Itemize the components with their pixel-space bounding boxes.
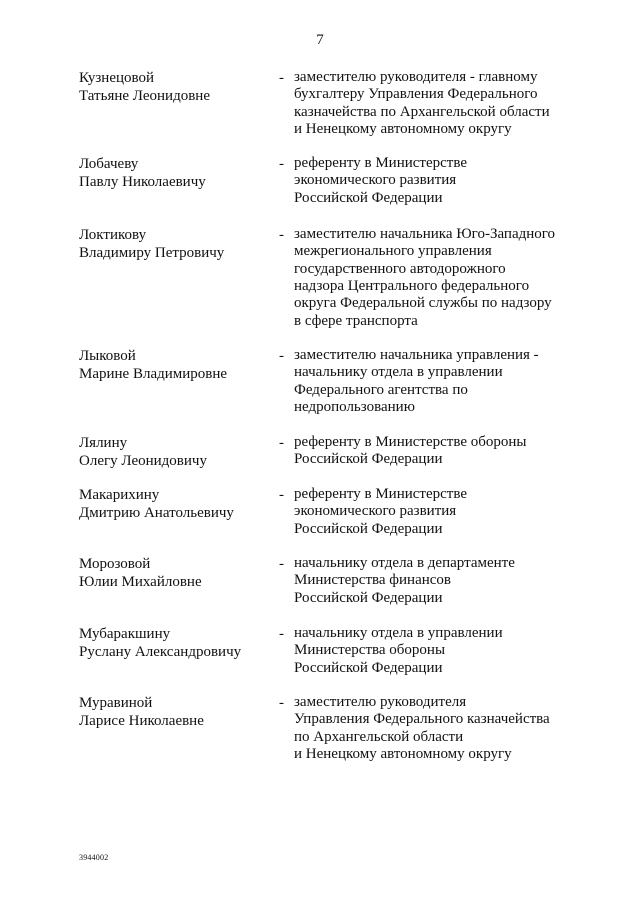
position-line: государственного автодорожного xyxy=(294,260,506,277)
position-line: надзора Центрального федерального xyxy=(294,277,530,294)
person-surname: Локтикову xyxy=(79,227,147,243)
person-given-name: Марине Владимировне xyxy=(79,366,228,382)
position-line: экономического развития xyxy=(294,503,457,520)
separator-dash: - xyxy=(279,695,284,711)
person-given-name: Юлии Михайловне xyxy=(79,574,202,590)
separator-dash: - xyxy=(279,487,284,503)
person-given-name: Павлу Николаевичу xyxy=(79,174,206,190)
separator-dash: - xyxy=(279,348,284,364)
position-line: референту в Министерстве xyxy=(294,486,467,502)
position-line: начальнику отдела в управлении xyxy=(294,625,503,641)
separator-dash: - xyxy=(279,227,284,243)
position-line: Министерства финансов xyxy=(294,572,451,589)
position-line: Федерального агентства по xyxy=(294,381,468,398)
position-line: начальнику отдела в управлении xyxy=(294,364,503,381)
person-given-name: Дмитрию Анатольевичу xyxy=(79,505,234,521)
person-surname: Муравиной xyxy=(79,695,153,711)
position-line: по Архангельской области xyxy=(294,728,464,745)
separator-dash: - xyxy=(279,626,284,642)
person-surname: Кузнецовой xyxy=(79,70,155,86)
position-line: Министерства обороны xyxy=(294,642,446,659)
position-line: Российской Федерации xyxy=(294,451,443,468)
position-line: референту в Министерстве xyxy=(294,155,467,171)
position-line: и Ненецкому автономному округу xyxy=(294,120,512,137)
page-number: 7 xyxy=(316,32,324,48)
position-line: Российской Федерации xyxy=(294,659,443,676)
position-line: референту в Министерстве обороны xyxy=(294,434,527,450)
person-surname: Морозовой xyxy=(79,556,151,572)
person-surname: Мубаракшину xyxy=(79,626,171,642)
person-given-name: Руслану Александровичу xyxy=(79,644,242,660)
person-given-name: Ларисе Николаевне xyxy=(79,713,204,729)
separator-dash: - xyxy=(279,70,284,86)
position-line: заместителю начальника управления - xyxy=(294,347,539,363)
person-surname: Макарихину xyxy=(79,487,160,503)
position-line: Российской Федерации xyxy=(294,520,443,537)
document-code: 3944002 xyxy=(79,853,109,862)
position-line: в сфере транспорта xyxy=(294,312,418,329)
separator-dash: - xyxy=(279,435,284,451)
person-surname: Лялину xyxy=(79,435,128,451)
person-surname: Лобачеву xyxy=(79,156,139,172)
position-line: Российской Федерации xyxy=(294,189,443,206)
position-line: казначейства по Архангельской области xyxy=(294,103,550,120)
position-line: бухгалтеру Управления Федерального xyxy=(294,86,538,103)
position-line: начальнику отдела в департаменте xyxy=(294,555,515,571)
person-given-name: Татьяне Леонидовне xyxy=(79,88,210,104)
position-line: заместителю руководителя xyxy=(294,694,467,710)
person-surname: Лыковой xyxy=(79,348,136,364)
position-line: заместителю руководителя - главному xyxy=(294,69,538,85)
position-line: и Ненецкому автономному округу xyxy=(294,745,512,762)
position-line: округа Федеральной службы по надзору xyxy=(294,295,552,312)
position-line: экономического развития xyxy=(294,172,457,189)
separator-dash: - xyxy=(279,556,284,572)
position-line: межрегионального управления xyxy=(294,243,492,260)
separator-dash: - xyxy=(279,156,284,172)
position-line: недропользованию xyxy=(294,398,415,415)
position-line: заместителю начальника Юго-Западного xyxy=(294,226,556,242)
person-given-name: Владимиру Петровичу xyxy=(79,245,225,261)
person-given-name: Олегу Леонидовичу xyxy=(79,453,207,469)
position-line: Управления Федерального казначейства xyxy=(294,711,550,728)
position-line: Российской Федерации xyxy=(294,589,443,606)
